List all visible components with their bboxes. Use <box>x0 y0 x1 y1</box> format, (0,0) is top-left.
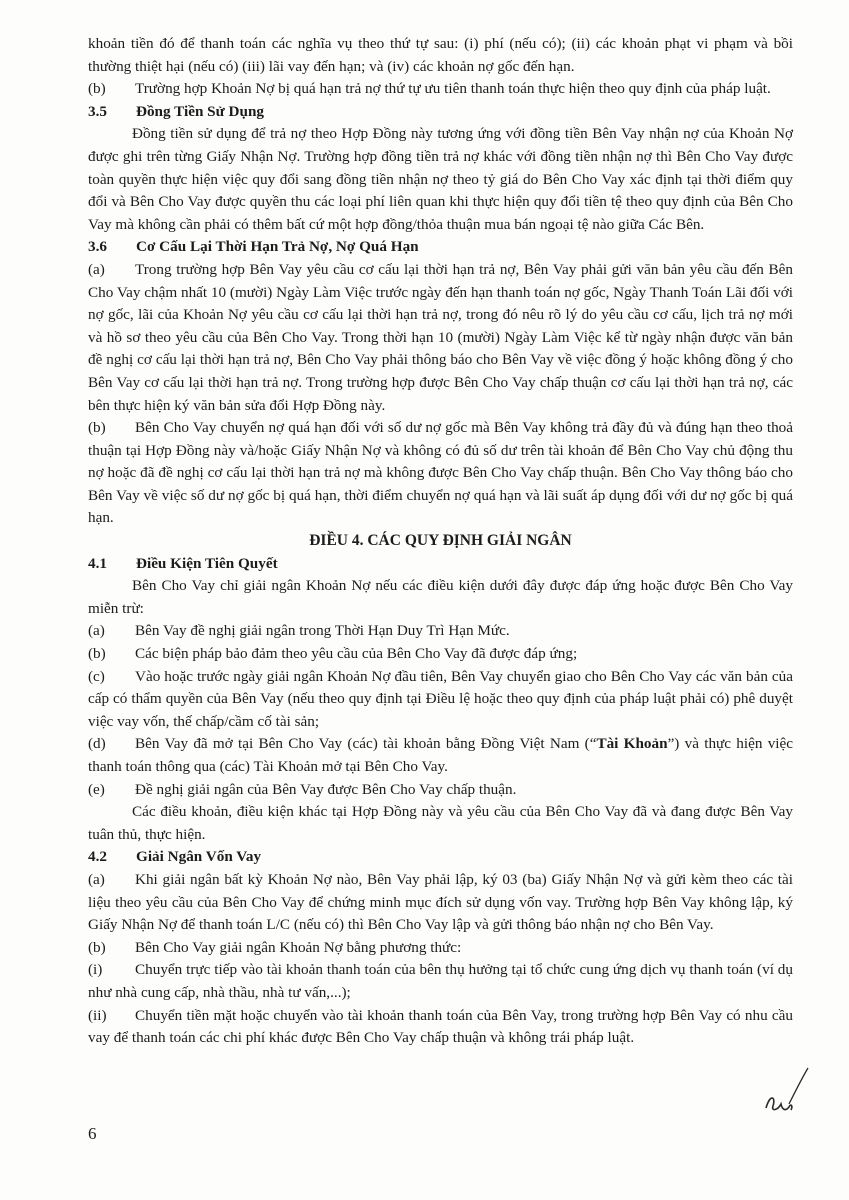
clause-3-6-b <box>88 417 793 530</box>
clause-4-2-i <box>88 959 793 1004</box>
item-label: (b) <box>88 645 106 663</box>
clause-3-5-text: Đồng tiền sử dụng để trả nợ theo Hợp Đồng này tương ứng với đồng tiền Bên Vay nhận nợ của Khoản Nợ được ghi trên từng Giấy Nhận Nợ. Trường hợp đồng tiền trả nợ khác với đồng tiền nhận nợ thì Bên Cho Vay được toàn quyền thực hiện việc quy đổi sang đồng tiền nhận nợ theo tỷ giá do Bên Cho Vay xác định tại thời điểm quy đổi và Bên Cho Vay được quyền thu các loại phí liên quan khi thực hiện quy đổi tiền tệ theo quy định của Bên Cho Vay mà không cần phải có thêm bất cứ một hợp đồng/thỏa thuận mua bán ngoại tệ nào giữa Các Bên. <box>88 125 793 233</box>
clause-3-6-a <box>88 259 793 417</box>
item-text: Chuyển tiền mặt hoặc chuyển vào tài khoản thanh toán của Bên Vay, trong trường hợp Bên Vay có nhu cầu vay để thanh toán các chi phí khác được Bên Cho Vay chấp thuận và không trái pháp luật. <box>88 1006 793 1047</box>
clause-4-1-heading <box>88 553 793 576</box>
clause-4-1-closing: Các điều khoản, điều kiện khác tại Hợp Đồng này và yêu cầu của Bên Cho Vay đã và đang được Bên Vay tuân thủ, thực hiện. <box>88 803 793 843</box>
clause-4-2-a <box>88 869 793 937</box>
clause-4-1-intro: Bên Cho Vay chỉ giải ngân Khoản Nợ nếu các điều kiện dưới đây được đáp ứng hoặc được Bên Cho Vay miễn trừ: <box>88 577 793 617</box>
signature-stroke <box>766 1098 792 1110</box>
item-text: Vào hoặc trước ngày giải ngân Khoản Nợ đầu tiên, Bên Vay chuyển giao cho Bên Cho Vay các văn bản của cấp có thẩm quyền của Bên Vay (nếu theo quy định tại Điều lệ hoặc theo quy định của pháp luật phải có) phê duyệt việc vay vốn, thế chấp/cầm cố tài sản; <box>88 667 793 730</box>
signature-stroke <box>789 1068 808 1104</box>
item-label: (b) <box>88 938 106 956</box>
document-page <box>88 33 793 1050</box>
clause-number: 3.5 <box>88 102 107 120</box>
clause-3-4-a-tail: khoản tiền đó để thanh toán các nghĩa vụ theo thứ tự sau: (i) phí (nếu có); (ii) các khoản phạt vi phạm và bồi thường thiệt hại (nếu có) (iii) lãi vay đến hạn; và (iv) các khoản nợ gốc đến hạn. <box>88 35 793 75</box>
item-text: Bên Vay đề nghị giải ngân trong Thời Hạn Duy Trì Hạn Mức. <box>135 622 510 640</box>
item-text: Các biện pháp bảo đảm theo yêu cầu của Bên Cho Vay đã được đáp ứng; <box>135 645 578 663</box>
clause-title: Đồng Tiền Sử Dụng <box>136 102 264 120</box>
clause-4-1-a <box>88 620 793 643</box>
clause-title: Cơ Cấu Lại Thời Hạn Trả Nợ, Nợ Quá Hạn <box>136 238 419 256</box>
item-text: Khi giải ngân bất kỳ Khoản Nợ nào, Bên Vay phải lập, ký 03 (ba) Giấy Nhận Nợ và gửi kèm theo các tài liệu theo yêu cầu của Bên Cho Vay để chứng minh mục đích sử dụng vốn vay. Trường hợp Bên Vay không lập, ký Giấy Nhận Nợ để thanh toán L/C (nếu có) thì Bên Cho Vay lập và gửi thông báo nhận nợ cho Bên Vay. <box>88 870 793 934</box>
clause-title: Giải Ngân Vốn Vay <box>136 848 262 866</box>
item-text: Bên Vay đã mở tại Bên Cho Vay (các) tài khoản bằng Đồng Việt Nam (“ <box>135 735 597 753</box>
item-text: Bên Cho Vay giải ngân Khoản Nợ bằng phương thức: <box>135 938 462 956</box>
clause-number: 4.1 <box>88 554 107 572</box>
clause-4-1-e <box>88 779 793 802</box>
clause-title: Điều Kiện Tiên Quyết <box>136 554 278 572</box>
clause-4-2-heading <box>88 846 793 869</box>
item-label: (a) <box>88 622 105 640</box>
clause-3-4-b <box>88 78 793 101</box>
item-label: (a) <box>88 870 105 888</box>
defined-term: Tài Khoản <box>596 735 668 753</box>
item-label: (b) <box>88 80 106 98</box>
item-text: Chuyển trực tiếp vào tài khoản thanh toán của bên thụ hưởng tại tổ chức cung ứng dịch vụ thanh toán (ví dụ như nhà cung cấp, nhà thầu, nhà tư vấn,...); <box>88 961 793 1001</box>
signature-initials-icon <box>762 1066 810 1116</box>
page-number: 6 <box>88 1124 97 1143</box>
article-4-title: ĐIỀU 4. CÁC QUY ĐỊNH GIẢI NGÂN <box>309 532 572 550</box>
item-label: (i) <box>88 961 103 979</box>
clause-4-1-d <box>88 733 793 778</box>
clause-number: 3.6 <box>88 238 107 256</box>
clause-3-5-heading <box>88 101 793 124</box>
item-label: (c) <box>88 667 105 685</box>
item-text: Đề nghị giải ngân của Bên Vay được Bên Cho Vay chấp thuận. <box>135 780 517 798</box>
clause-4-2-b <box>88 937 793 960</box>
item-text: ”) và thực hiện việc thanh toán thông qua (các) Tài Khoản mở tại Bên Cho Vay. <box>88 735 793 775</box>
item-text: Trường hợp Khoản Nợ bị quá hạn trả nợ thứ tự ưu tiên thanh toán thực hiện theo quy định của pháp luật. <box>135 80 771 98</box>
clause-number: 4.2 <box>88 848 107 866</box>
item-text: Trong trường hợp Bên Vay yêu cầu cơ cấu lại thời hạn trả nợ, Bên Vay phải gửi văn bản yêu cầu đến Bên Cho Vay chậm nhất 10 (mười) Ngày Làm Việc trước ngày đến hạn thanh toán nợ gốc, Ngày Thanh Toán Lãi đối với nợ gốc, lãi của Khoản Nợ yêu cầu cơ cấu lại thời hạn trả nợ, trong đó nêu rõ lý do yêu cầu cơ cấu, lịch trả nợ mới và hồ sơ theo yêu cầu của Bên Cho Vay. Trong thời hạn 10 (mười) Ngày Làm Việc kể từ ngày nhận được văn bản đề nghị cơ cấu lại thời hạn trả nợ, Bên Cho Vay phải thông báo cho Bên Vay về việc đồng ý hoặc không đồng ý cho Bên Vay cơ cấu lại thời hạn trả nợ. Trong trường hợp được Bên Cho Vay chấp thuận cơ cấu lại thời hạn trả nợ, các bên thực hiện ký văn bản sửa đổi Hợp Đồng này. <box>88 260 793 414</box>
item-text: Bên Cho Vay chuyển nợ quá hạn đối với số dư nợ gốc mà Bên Vay không trả đầy đủ và đúng hạn theo thoả thuận tại Hợp Đồng này và/hoặc Giấy Nhận Nợ và không có đủ số dư trên tài khoản để Bên Cho Vay chủ động thu nợ hoặc đã đề nghị cơ cấu lại thời hạn trả nợ mà không được Bên Cho Vay chấp thuận. Bên Cho Vay thông báo cho Bên Vay về việc số dư nợ gốc bị quá hạn, thời điểm chuyển nợ quá hạn và lãi suất áp dụng đối với dư nợ gốc bị quá hạn. <box>88 419 793 527</box>
item-label: (ii) <box>88 1006 107 1024</box>
item-label: (a) <box>88 260 105 278</box>
clause-4-1-c <box>88 666 793 734</box>
clause-4-2-ii <box>88 1005 793 1050</box>
clause-4-1-b <box>88 643 793 666</box>
clause-3-6-heading <box>88 236 793 259</box>
item-label: (b) <box>88 419 106 437</box>
item-label: (e) <box>88 780 105 798</box>
item-label: (d) <box>88 735 106 753</box>
